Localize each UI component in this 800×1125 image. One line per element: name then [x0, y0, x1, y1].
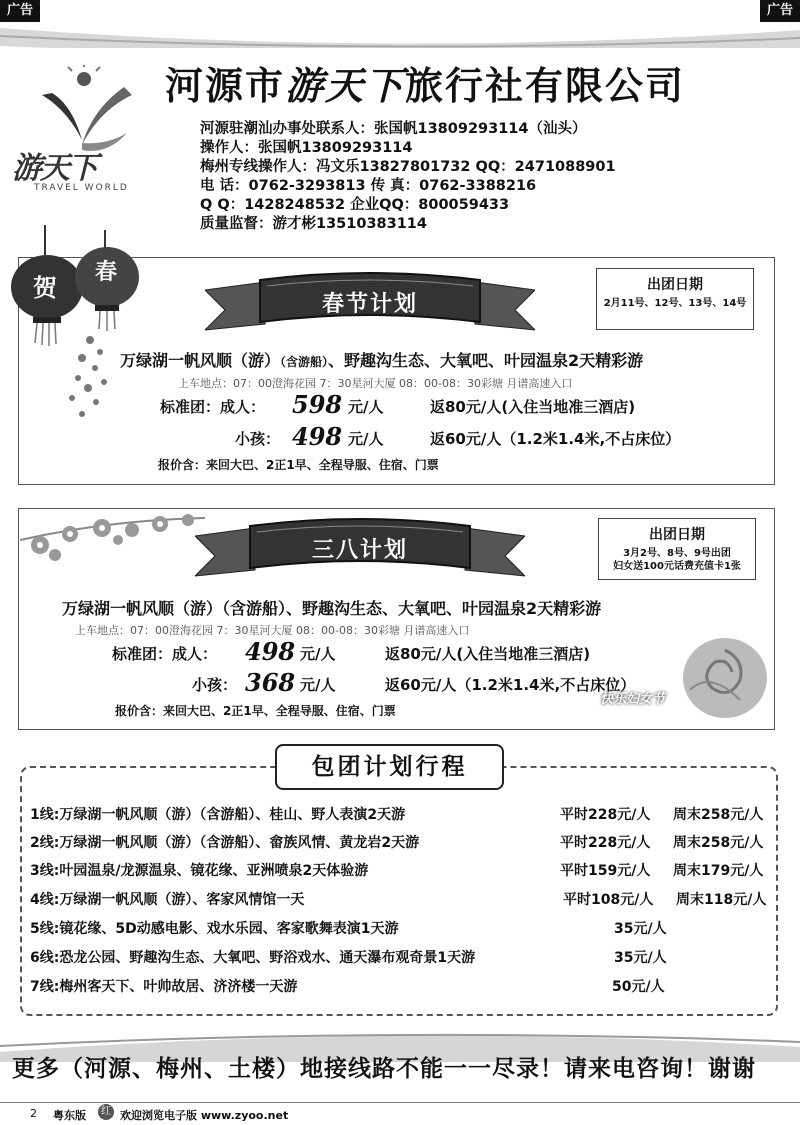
itinerary-route: 4线:万绿湖一帆风顺（游）、客家风情馆一天: [30, 892, 305, 908]
bottom-slogan: 更多（河源、梅州、土楼）地接线路不能一一尽录！请来电咨询！谢谢: [12, 1056, 756, 1082]
lantern-char-chun: 春: [95, 260, 118, 285]
spring-route: [120, 348, 643, 371]
itinerary-weekday-price: 平时108元/人: [563, 892, 654, 908]
womens-date-extra: 妇女送100元话费充值卡1张: [613, 561, 741, 572]
footer-edition: 粤东版: [53, 1109, 86, 1122]
flower-branch-icon: [20, 510, 210, 565]
company-name-part2: 旅行社有限公司: [405, 64, 686, 108]
footer-website-link[interactable]: 欢迎浏览电子版 www.zyoo.net: [120, 1109, 289, 1122]
company-name: [165, 55, 685, 110]
page-footer: [0, 1102, 800, 1125]
spring-child-unit: 元/人: [348, 430, 384, 448]
firework-flower-icon: [60, 330, 130, 420]
spring-adult-rebate: 返80元/人(入住当地准三酒店): [430, 398, 636, 416]
womens-date-detail: 3月2号、8号、9号出团: [623, 548, 731, 559]
itinerary-row: [30, 804, 775, 829]
contact-line: 质量监督：游才彬13510383114: [200, 216, 427, 232]
contact-line: Q Q：1428248532 企业QQ：800059433: [200, 197, 510, 213]
footer-page-number: 2: [30, 1107, 37, 1120]
spring-child-rebate: 返60元/人（1.2米1.4米,不占床位）: [430, 430, 681, 448]
womens-date-title: 出团日期: [649, 527, 705, 543]
spring-banner-label-wrap: [205, 272, 535, 336]
itinerary-weekday-price: 平时228元/人: [560, 807, 651, 823]
itinerary-weekday-price: 50元/人: [612, 979, 665, 995]
itinerary-weekday-price: 35元/人: [614, 950, 667, 966]
womens-child-label: 小孩：: [192, 676, 238, 694]
lantern-char-he: 贺: [33, 274, 57, 302]
itinerary-route: 1线:万绿湖一帆风顺（游）（含游船）、桂山、野人表演2天游: [30, 807, 406, 823]
spring-date-detail: 2月11号、12号、13号、14号: [603, 298, 747, 309]
itinerary-route: 5线:镜花缘、5D动感电影、戏水乐园、客家歌舞表演1天游: [30, 921, 399, 937]
womens-child-rebate: 返60元/人（1.2米1.4米,不占床位）: [385, 676, 636, 694]
contact-line: 操作人：张国帆13809293114: [200, 140, 413, 156]
spring-banner-title: 春节计划: [321, 292, 418, 317]
rose-icon: [640, 630, 772, 728]
womens-adult-rebate: 返80元/人(入住当地准三酒店): [385, 645, 591, 663]
ad-tag-right: 广告: [760, 0, 800, 22]
spring-date-title: 出团日期: [647, 277, 703, 293]
itinerary-weekend-price: 周末258元/人: [673, 835, 764, 851]
contact-line: 电 话：0762-3293813 传 真：0762-3388216: [200, 178, 537, 194]
contact-block: [200, 120, 616, 234]
womens-adult-price: 498: [245, 637, 296, 666]
womens-child-unit: 元/人: [300, 676, 336, 694]
womens-adult-unit: 元/人: [300, 645, 336, 663]
itinerary-route: 3线:叶园温泉/龙源温泉、镜花缘、亚洲喷泉2天体验游: [30, 863, 369, 879]
itinerary-route: 7线:梅州客天下、叶帅故居、济济楼一天游: [30, 979, 298, 995]
womens-route: 万绿湖一帆风顺（游）（含游船）、野趣沟生态、大氧吧、叶园温泉2天精彩游: [62, 599, 602, 618]
itinerary-row: [30, 976, 775, 1001]
spring-adult-label: 标准团：成人：: [160, 398, 266, 416]
itinerary-weekend-price: 周末179元/人: [673, 863, 764, 879]
womens-script-text: 快乐妇女节: [600, 692, 666, 707]
spring-includes: 报价含：来回大巴、2正1早、全程导服、住宿、门票: [158, 458, 439, 472]
itinerary-row: [30, 832, 775, 857]
contact-line: 梅州专线操作人：冯文乐13827801732 QQ：2471088901: [200, 159, 616, 175]
logo-english: TRAVEL WORLD: [34, 183, 129, 193]
company-logo: [12, 65, 162, 200]
womens-date-box: [598, 518, 756, 580]
itinerary-weekday-price: 平时228元/人: [560, 835, 651, 851]
itinerary-title: 包团计划行程: [275, 744, 504, 790]
contact-line: 河源驻潮汕办事处联系人：张国帆13809293114（汕头）: [200, 121, 587, 137]
itinerary-weekday-price: 35元/人: [614, 921, 667, 937]
spring-child-price: 498: [292, 422, 343, 451]
spring-child-label: 小孩：: [235, 430, 281, 448]
itinerary-row: [30, 889, 775, 914]
itinerary-weekend-price: 周末118元/人: [676, 892, 767, 908]
itinerary-row: [30, 947, 775, 972]
womens-stops: 上车地点：07：00澄海花园 7：30星河大厦 08：00-08：30彩塘 月谱高速入口: [75, 624, 470, 637]
spring-route-small: （含游船）: [280, 355, 329, 369]
itinerary-route: 6线:恐龙公园、野趣沟生态、大氧吧、野浴戏水、通天瀑布观奇景1天游: [30, 950, 476, 966]
ad-tag-left: 广告: [0, 0, 40, 22]
womens-child-price: 368: [245, 668, 296, 697]
company-name-part1: 河源市: [165, 64, 286, 108]
footer-divider: [0, 1102, 800, 1103]
footer-mark-icon: 红: [98, 1104, 114, 1120]
spring-adult-price: 598: [292, 390, 343, 419]
itinerary-weekday-price: 平时159元/人: [560, 863, 651, 879]
spring-stops: 上车地点：07：00澄海花园 7：30星河大厦 08：00-08：30彩塘 月谱高速入口: [178, 377, 573, 390]
womens-banner-label-wrap: [195, 518, 525, 582]
itinerary-route: 2线:万绿湖一帆风顺（游）（含游船）、畲族风情、黄龙岩2天游: [30, 835, 420, 851]
spring-adult-unit: 元/人: [348, 398, 384, 416]
itinerary-row: [30, 918, 775, 943]
womens-includes: 报价含：来回大巴、2正1早、全程导服、住宿、门票: [115, 704, 396, 718]
spring-route-rest: 、野趣沟生态、大氧吧、叶园温泉2天精彩游: [328, 351, 644, 370]
top-swoosh: [0, 18, 800, 48]
womens-adult-label: 标准团：成人：: [112, 645, 218, 663]
spring-date-box: [596, 268, 754, 330]
itinerary-weekend-price: 周末258元/人: [673, 807, 764, 823]
logo-text: 游天下: [12, 151, 96, 186]
spring-route-main: 万绿湖一帆风顺（游）: [120, 351, 281, 370]
itinerary-row: [30, 860, 775, 885]
company-brand: 游天下: [285, 64, 406, 108]
womens-banner-title: 三八计划: [311, 538, 408, 563]
